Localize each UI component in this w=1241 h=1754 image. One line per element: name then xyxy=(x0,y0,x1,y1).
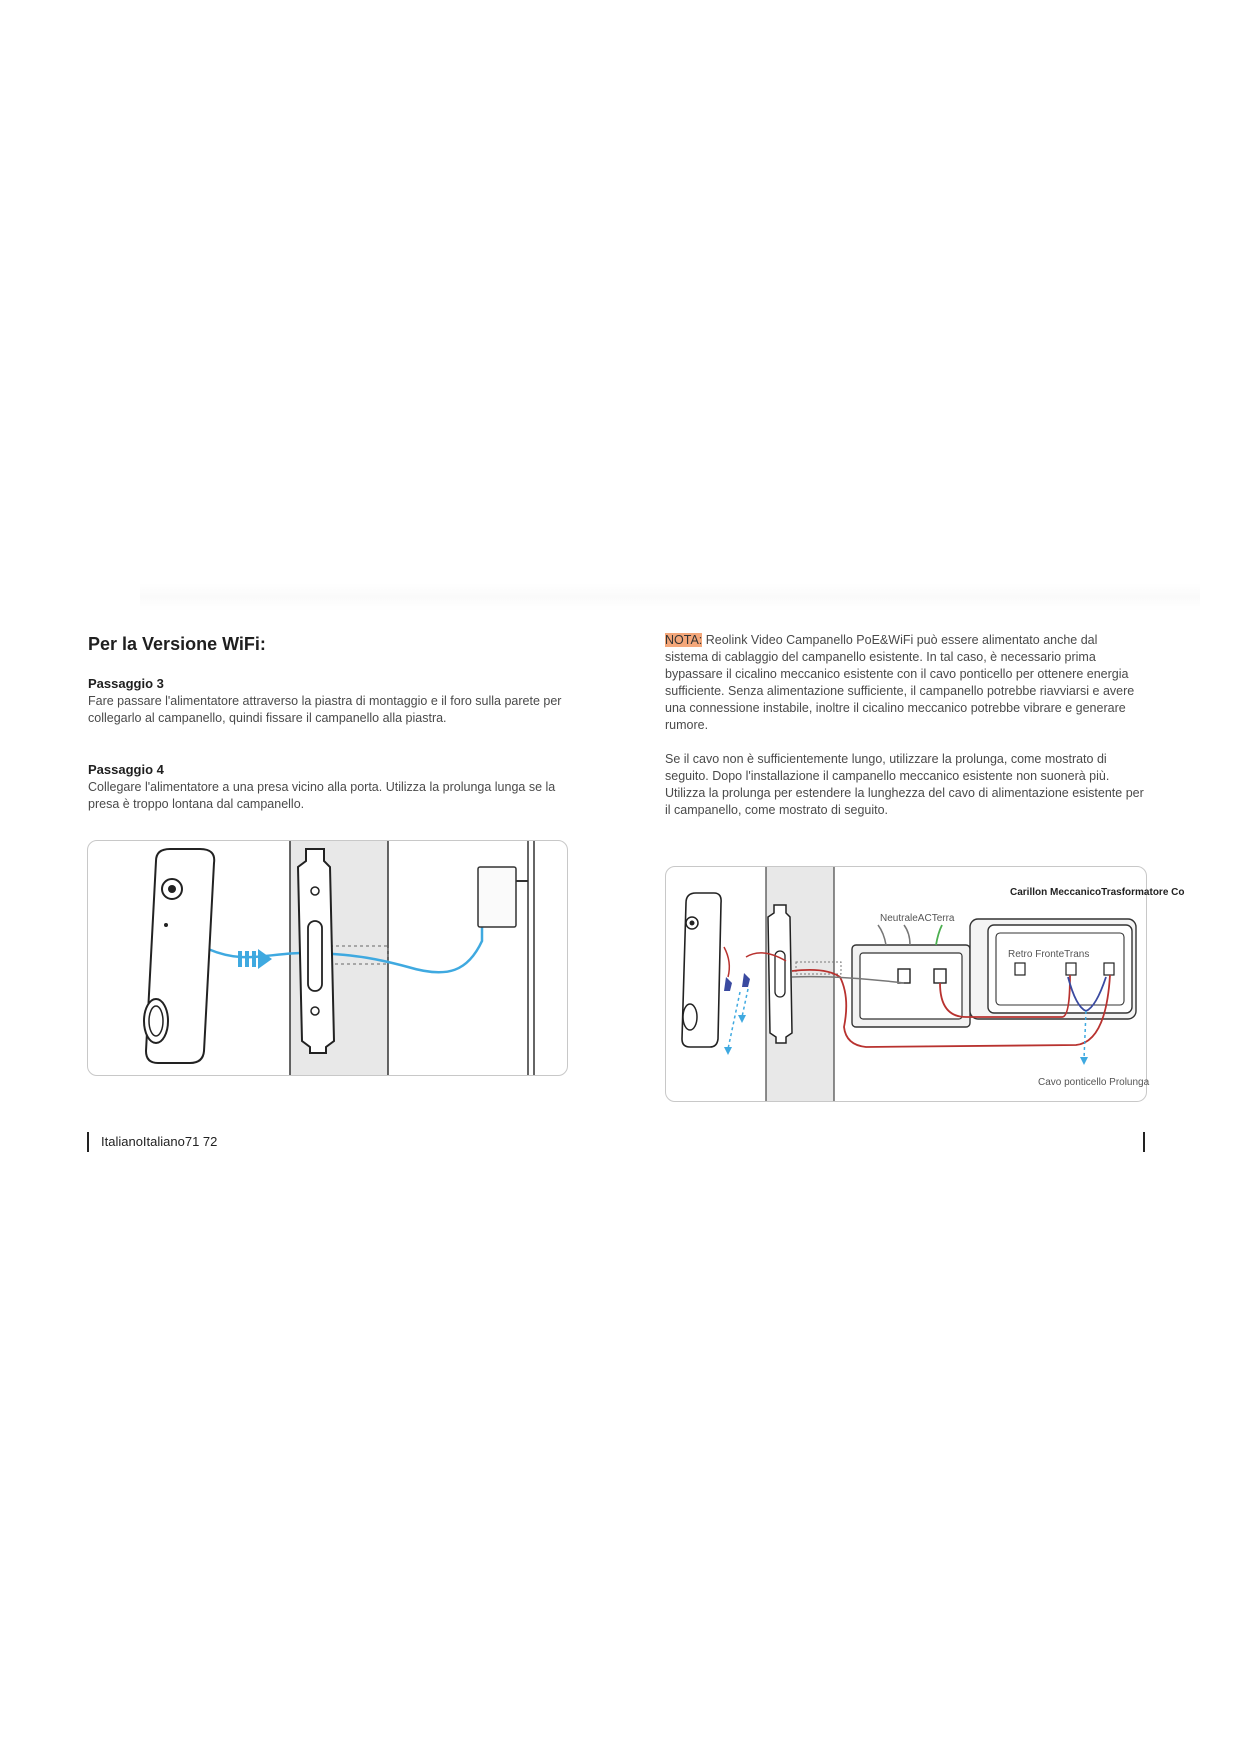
doorbell-device xyxy=(144,849,214,1063)
diagram-header-label: Carillon MeccanicoTrasformatore Co xyxy=(1010,887,1185,898)
step4-text: Collegare l'alimentatore a una presa vicino alla porta. Utilizza la prolunga lunga se la presa è troppo lontana dal campanello. xyxy=(88,780,556,811)
doorbell-device-2 xyxy=(682,893,721,1047)
transformer-box xyxy=(970,919,1136,1019)
mounting-plate-2 xyxy=(768,905,792,1043)
diagram-wires-label: NeutraleACTerra xyxy=(880,913,955,924)
note-tag: NOTA: xyxy=(665,633,703,647)
install-illustration xyxy=(88,841,567,1075)
note-paragraph-2: Se il cavo non è sufficientemente lungo, utilizzare la prolunga, come mostrato di seguito. Dopo l'installazione il campanello meccanico esistente non suonerà più. Utilizza la prolunga per estendere la lunghezza del cavo di alimentazione esistente per il campanello, come mostrato di seguito. xyxy=(665,752,1144,817)
step3-title: Passaggio 3 xyxy=(88,676,164,691)
wire-nut xyxy=(742,973,750,987)
mounting-plate xyxy=(298,849,334,1053)
diagram-retro-label: Retro FronteTrans xyxy=(1008,949,1090,960)
install-figure xyxy=(87,840,568,1076)
step3-text: Fare passare l'alimentatore attraverso la piastra di montaggio e il foro sulla parete per collegarlo al campanello, quindi fissare il campanello alla piastra. xyxy=(88,694,562,725)
footer-bar-left xyxy=(87,1132,89,1152)
footer-bar-right xyxy=(1143,1132,1145,1152)
diagram-bottom-label: Cavo ponticello Prolunga xyxy=(1038,1077,1150,1088)
insert-arrow-icon xyxy=(238,949,272,969)
note-paragraph xyxy=(665,632,1135,734)
section-heading: Per la Versione WiFi: xyxy=(88,634,266,654)
page-band xyxy=(140,583,1200,611)
footer-page-label: ItalianoItaliano71 72 xyxy=(101,1134,218,1149)
wire-nut xyxy=(724,977,732,991)
wiring-illustration xyxy=(666,867,1185,1101)
note-text: Reolink Video Campanello PoE&WiFi può essere alimentato anche dal sistema di cablaggio del campanello esistente. In tal caso, è necessario prima bypassare il cicalino meccanico esistente con il cavo ponticello per ottenere energia sufficiente. Senza alimentazione sufficiente, il campanello potrebbe riavviarsi e avere una connessione instabile, inoltre il cicalino meccanico potrebbe vibrare e generare rumore. xyxy=(665,633,1135,732)
step4-title: Passaggio 4 xyxy=(88,762,164,777)
wiring-figure xyxy=(665,866,1185,1102)
power-adapter xyxy=(478,867,516,927)
